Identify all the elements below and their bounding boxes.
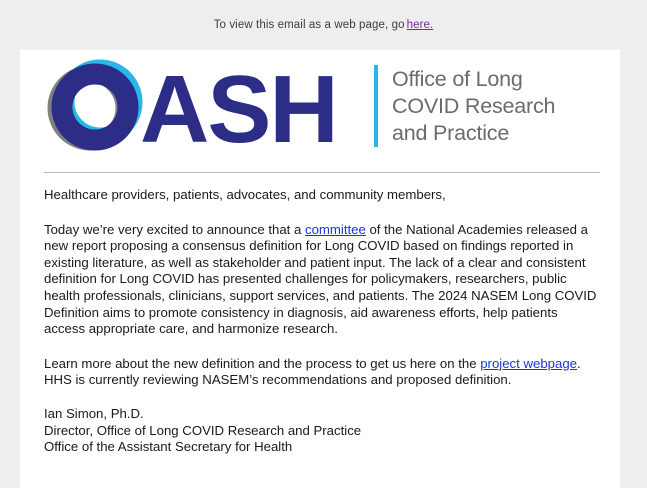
oash-wordmark-logo <box>44 56 370 156</box>
salutation: Healthcare providers, patients, advocates, and community members, <box>44 187 446 202</box>
email-card <box>20 50 620 488</box>
signature-organization: Office of the Assistant Secretary for Health <box>44 439 293 455</box>
signature-title: Director, Office of Long COVID Research and Practice <box>44 422 362 438</box>
paragraph-1-text-before-link: Today we’re very excited to announce that a <box>44 221 305 237</box>
logo-letters-ash: ASH <box>140 56 337 156</box>
paragraph-announcement <box>44 222 600 338</box>
logo-tagline-line-3: and Practice <box>392 120 510 145</box>
email-body <box>32 173 608 456</box>
oash-logo-header <box>32 50 608 156</box>
logo-divider-bar <box>374 65 378 147</box>
committee-link[interactable]: committee <box>304 221 366 237</box>
preheader-label: To view this email as a web page, go <box>213 19 405 31</box>
logo-ring-navy <box>62 74 128 140</box>
paragraph-2-text-after-link: . HHS is currently reviewing NASEM’s recommendations and proposed definition. <box>44 355 581 388</box>
preheader-bar <box>0 0 647 50</box>
view-as-web-page-link[interactable]: here. <box>406 19 434 31</box>
project-webpage-link[interactable]: project webpage <box>480 355 577 371</box>
signature-name: Ian Simon, Ph.D. <box>44 405 144 421</box>
paragraph-1-text-after-link: of the National Academies released a new report proposing a consensus definition for Long COVID based on findings reported in existing literature, as well as stakeholder and patient input. The lack of a clear and consistent definition for Long COVID has presented challenges for policymakers, researchers, public health professionals, clinicians, support services, and patients. The 2024 NASEM Long COVID Definition aims to promote consistency in diagnosis, aid awareness efforts, help patients access appropriate care, and harmonize research. <box>44 221 597 337</box>
logo-tagline-line-1: Office of Long <box>392 66 523 91</box>
logo-tagline-line-2: COVID Research <box>392 93 556 118</box>
signature-block <box>44 406 600 456</box>
paragraph-learn-more <box>44 356 600 389</box>
paragraph-2-text-before-link: Learn more about the new definition and the process to get us here on the <box>44 355 481 371</box>
logo-tagline <box>392 66 555 147</box>
preheader-text <box>214 19 434 31</box>
